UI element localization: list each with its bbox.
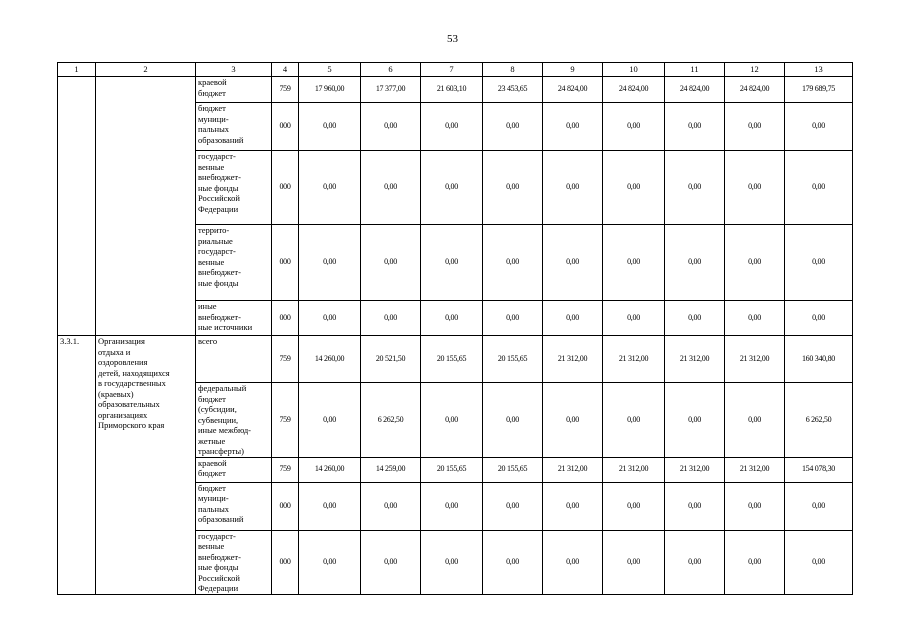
value-cell: 0,00 — [665, 103, 725, 151]
value-cell: 0,00 — [421, 103, 483, 151]
value-cell: 0,00 — [361, 103, 421, 151]
value-cell: 0,00 — [299, 301, 361, 336]
column-header: 1 — [58, 63, 96, 77]
column-header: 2 — [96, 63, 196, 77]
column-header: 13 — [785, 63, 853, 77]
value-cell: 20 155,65 — [483, 336, 543, 383]
column-header: 9 — [543, 63, 603, 77]
value-cell: 0,00 — [299, 482, 361, 530]
value-cell: 0,00 — [421, 301, 483, 336]
funding-source-cell: террито- риальные государст- венные внебюджет- ные фонды — [196, 225, 272, 301]
value-cell: 0,00 — [543, 103, 603, 151]
table-header-row — [58, 63, 853, 77]
column-header: 10 — [603, 63, 665, 77]
value-cell: 0,00 — [483, 482, 543, 530]
row-code-cell — [58, 77, 96, 336]
table-row — [58, 336, 853, 383]
value-cell: 0,00 — [483, 151, 543, 225]
value-cell: 14 259,00 — [361, 457, 421, 482]
column-header: 5 — [299, 63, 361, 77]
value-cell: 0,00 — [603, 530, 665, 594]
column-header: 7 — [421, 63, 483, 77]
value-cell: 0,00 — [361, 151, 421, 225]
value-cell: 0,00 — [543, 383, 603, 458]
value-cell: 0,00 — [665, 151, 725, 225]
value-cell: 0,00 — [665, 225, 725, 301]
column-header: 12 — [725, 63, 785, 77]
value-cell: 21 312,00 — [725, 457, 785, 482]
value-cell: 0,00 — [421, 151, 483, 225]
value-cell: 17 960,00 — [299, 77, 361, 103]
funding-source-cell: федеральный бюджет (субсидии, субвенции, иные межбюд- жетные трансферты) — [196, 383, 272, 458]
value-cell: 0,00 — [603, 383, 665, 458]
value-cell: 0,00 — [543, 482, 603, 530]
page-number: 53 — [447, 33, 458, 45]
value-cell: 0,00 — [299, 151, 361, 225]
budget-table — [57, 62, 853, 595]
value-cell: 0,00 — [299, 103, 361, 151]
value-cell: 0,00 — [299, 225, 361, 301]
value-cell: 0,00 — [543, 530, 603, 594]
column-header: 6 — [361, 63, 421, 77]
column-header: 4 — [272, 63, 299, 77]
value-cell: 0,00 — [543, 151, 603, 225]
value-cell: 0,00 — [361, 530, 421, 594]
value-cell: 20 521,50 — [361, 336, 421, 383]
value-cell: 17 377,00 — [361, 77, 421, 103]
value-cell: 0,00 — [483, 530, 543, 594]
value-cell: 20 155,65 — [483, 457, 543, 482]
kbk-cell: 000 — [272, 530, 299, 594]
column-header: 11 — [665, 63, 725, 77]
value-cell: 0,00 — [421, 383, 483, 458]
value-cell: 21 603,10 — [421, 77, 483, 103]
row-name-cell — [96, 77, 196, 336]
kbk-cell: 759 — [272, 77, 299, 103]
value-cell: 0,00 — [785, 482, 853, 530]
value-cell: 0,00 — [785, 225, 853, 301]
value-cell: 6 262,50 — [785, 383, 853, 458]
value-cell: 0,00 — [665, 383, 725, 458]
value-cell: 160 340,80 — [785, 336, 853, 383]
value-cell: 24 824,00 — [603, 77, 665, 103]
kbk-cell: 000 — [272, 103, 299, 151]
value-cell: 0,00 — [725, 225, 785, 301]
kbk-cell: 759 — [272, 336, 299, 383]
value-cell: 0,00 — [603, 225, 665, 301]
value-cell: 0,00 — [785, 103, 853, 151]
value-cell: 0,00 — [725, 151, 785, 225]
value-cell: 0,00 — [603, 151, 665, 225]
value-cell: 0,00 — [603, 301, 665, 336]
value-cell: 154 078,30 — [785, 457, 853, 482]
table-row — [58, 77, 853, 103]
funding-source-cell: всего — [196, 336, 272, 383]
value-cell: 0,00 — [725, 482, 785, 530]
value-cell: 0,00 — [603, 482, 665, 530]
value-cell: 20 155,65 — [421, 336, 483, 383]
column-header: 3 — [196, 63, 272, 77]
funding-source-cell: государст- венные внебюджет- ные фонды Российской Федерации — [196, 530, 272, 594]
value-cell: 21 312,00 — [665, 336, 725, 383]
value-cell: 179 689,75 — [785, 77, 853, 103]
value-cell: 0,00 — [361, 301, 421, 336]
value-cell: 0,00 — [421, 225, 483, 301]
value-cell: 0,00 — [543, 225, 603, 301]
value-cell: 23 453,65 — [483, 77, 543, 103]
value-cell: 24 824,00 — [665, 77, 725, 103]
value-cell: 0,00 — [785, 151, 853, 225]
value-cell: 0,00 — [665, 530, 725, 594]
value-cell: 21 312,00 — [603, 336, 665, 383]
funding-source-cell: краевой бюджет — [196, 77, 272, 103]
value-cell: 0,00 — [483, 225, 543, 301]
row-code-cell: 3.3.1. — [58, 336, 96, 595]
funding-source-cell: краевой бюджет — [196, 457, 272, 482]
value-cell: 21 312,00 — [725, 336, 785, 383]
value-cell: 21 312,00 — [543, 336, 603, 383]
kbk-cell: 000 — [272, 482, 299, 530]
value-cell: 0,00 — [361, 482, 421, 530]
column-header: 8 — [483, 63, 543, 77]
value-cell: 0,00 — [421, 482, 483, 530]
value-cell: 21 312,00 — [543, 457, 603, 482]
value-cell: 0,00 — [483, 383, 543, 458]
value-cell: 0,00 — [665, 301, 725, 336]
value-cell: 6 262,50 — [361, 383, 421, 458]
value-cell: 0,00 — [483, 301, 543, 336]
value-cell: 24 824,00 — [725, 77, 785, 103]
value-cell: 0,00 — [299, 530, 361, 594]
value-cell: 0,00 — [725, 301, 785, 336]
value-cell: 21 312,00 — [603, 457, 665, 482]
value-cell: 0,00 — [483, 103, 543, 151]
funding-source-cell: бюджет муници- пальных образований — [196, 103, 272, 151]
value-cell: 0,00 — [725, 383, 785, 458]
value-cell: 0,00 — [361, 225, 421, 301]
kbk-cell: 000 — [272, 151, 299, 225]
value-cell: 0,00 — [725, 530, 785, 594]
row-name-cell: Организация отдыха и оздоровления детей, находящихся в государственных (краевых) образовательных организациях Приморского края — [96, 336, 196, 595]
value-cell: 0,00 — [785, 530, 853, 594]
value-cell: 20 155,65 — [421, 457, 483, 482]
funding-source-cell: государст- венные внебюджет- ные фонды Российской Федерации — [196, 151, 272, 225]
kbk-cell: 000 — [272, 301, 299, 336]
value-cell: 0,00 — [603, 103, 665, 151]
value-cell: 0,00 — [665, 482, 725, 530]
value-cell: 0,00 — [725, 103, 785, 151]
kbk-cell: 759 — [272, 383, 299, 458]
value-cell: 0,00 — [543, 301, 603, 336]
kbk-cell: 759 — [272, 457, 299, 482]
value-cell: 21 312,00 — [665, 457, 725, 482]
value-cell: 14 260,00 — [299, 336, 361, 383]
value-cell: 24 824,00 — [543, 77, 603, 103]
value-cell: 0,00 — [299, 383, 361, 458]
value-cell: 0,00 — [785, 301, 853, 336]
kbk-cell: 000 — [272, 225, 299, 301]
funding-source-cell: бюджет муници- пальных образований — [196, 482, 272, 530]
value-cell: 14 260,00 — [299, 457, 361, 482]
value-cell: 0,00 — [421, 530, 483, 594]
funding-source-cell: иные внебюджет- ные источники — [196, 301, 272, 336]
